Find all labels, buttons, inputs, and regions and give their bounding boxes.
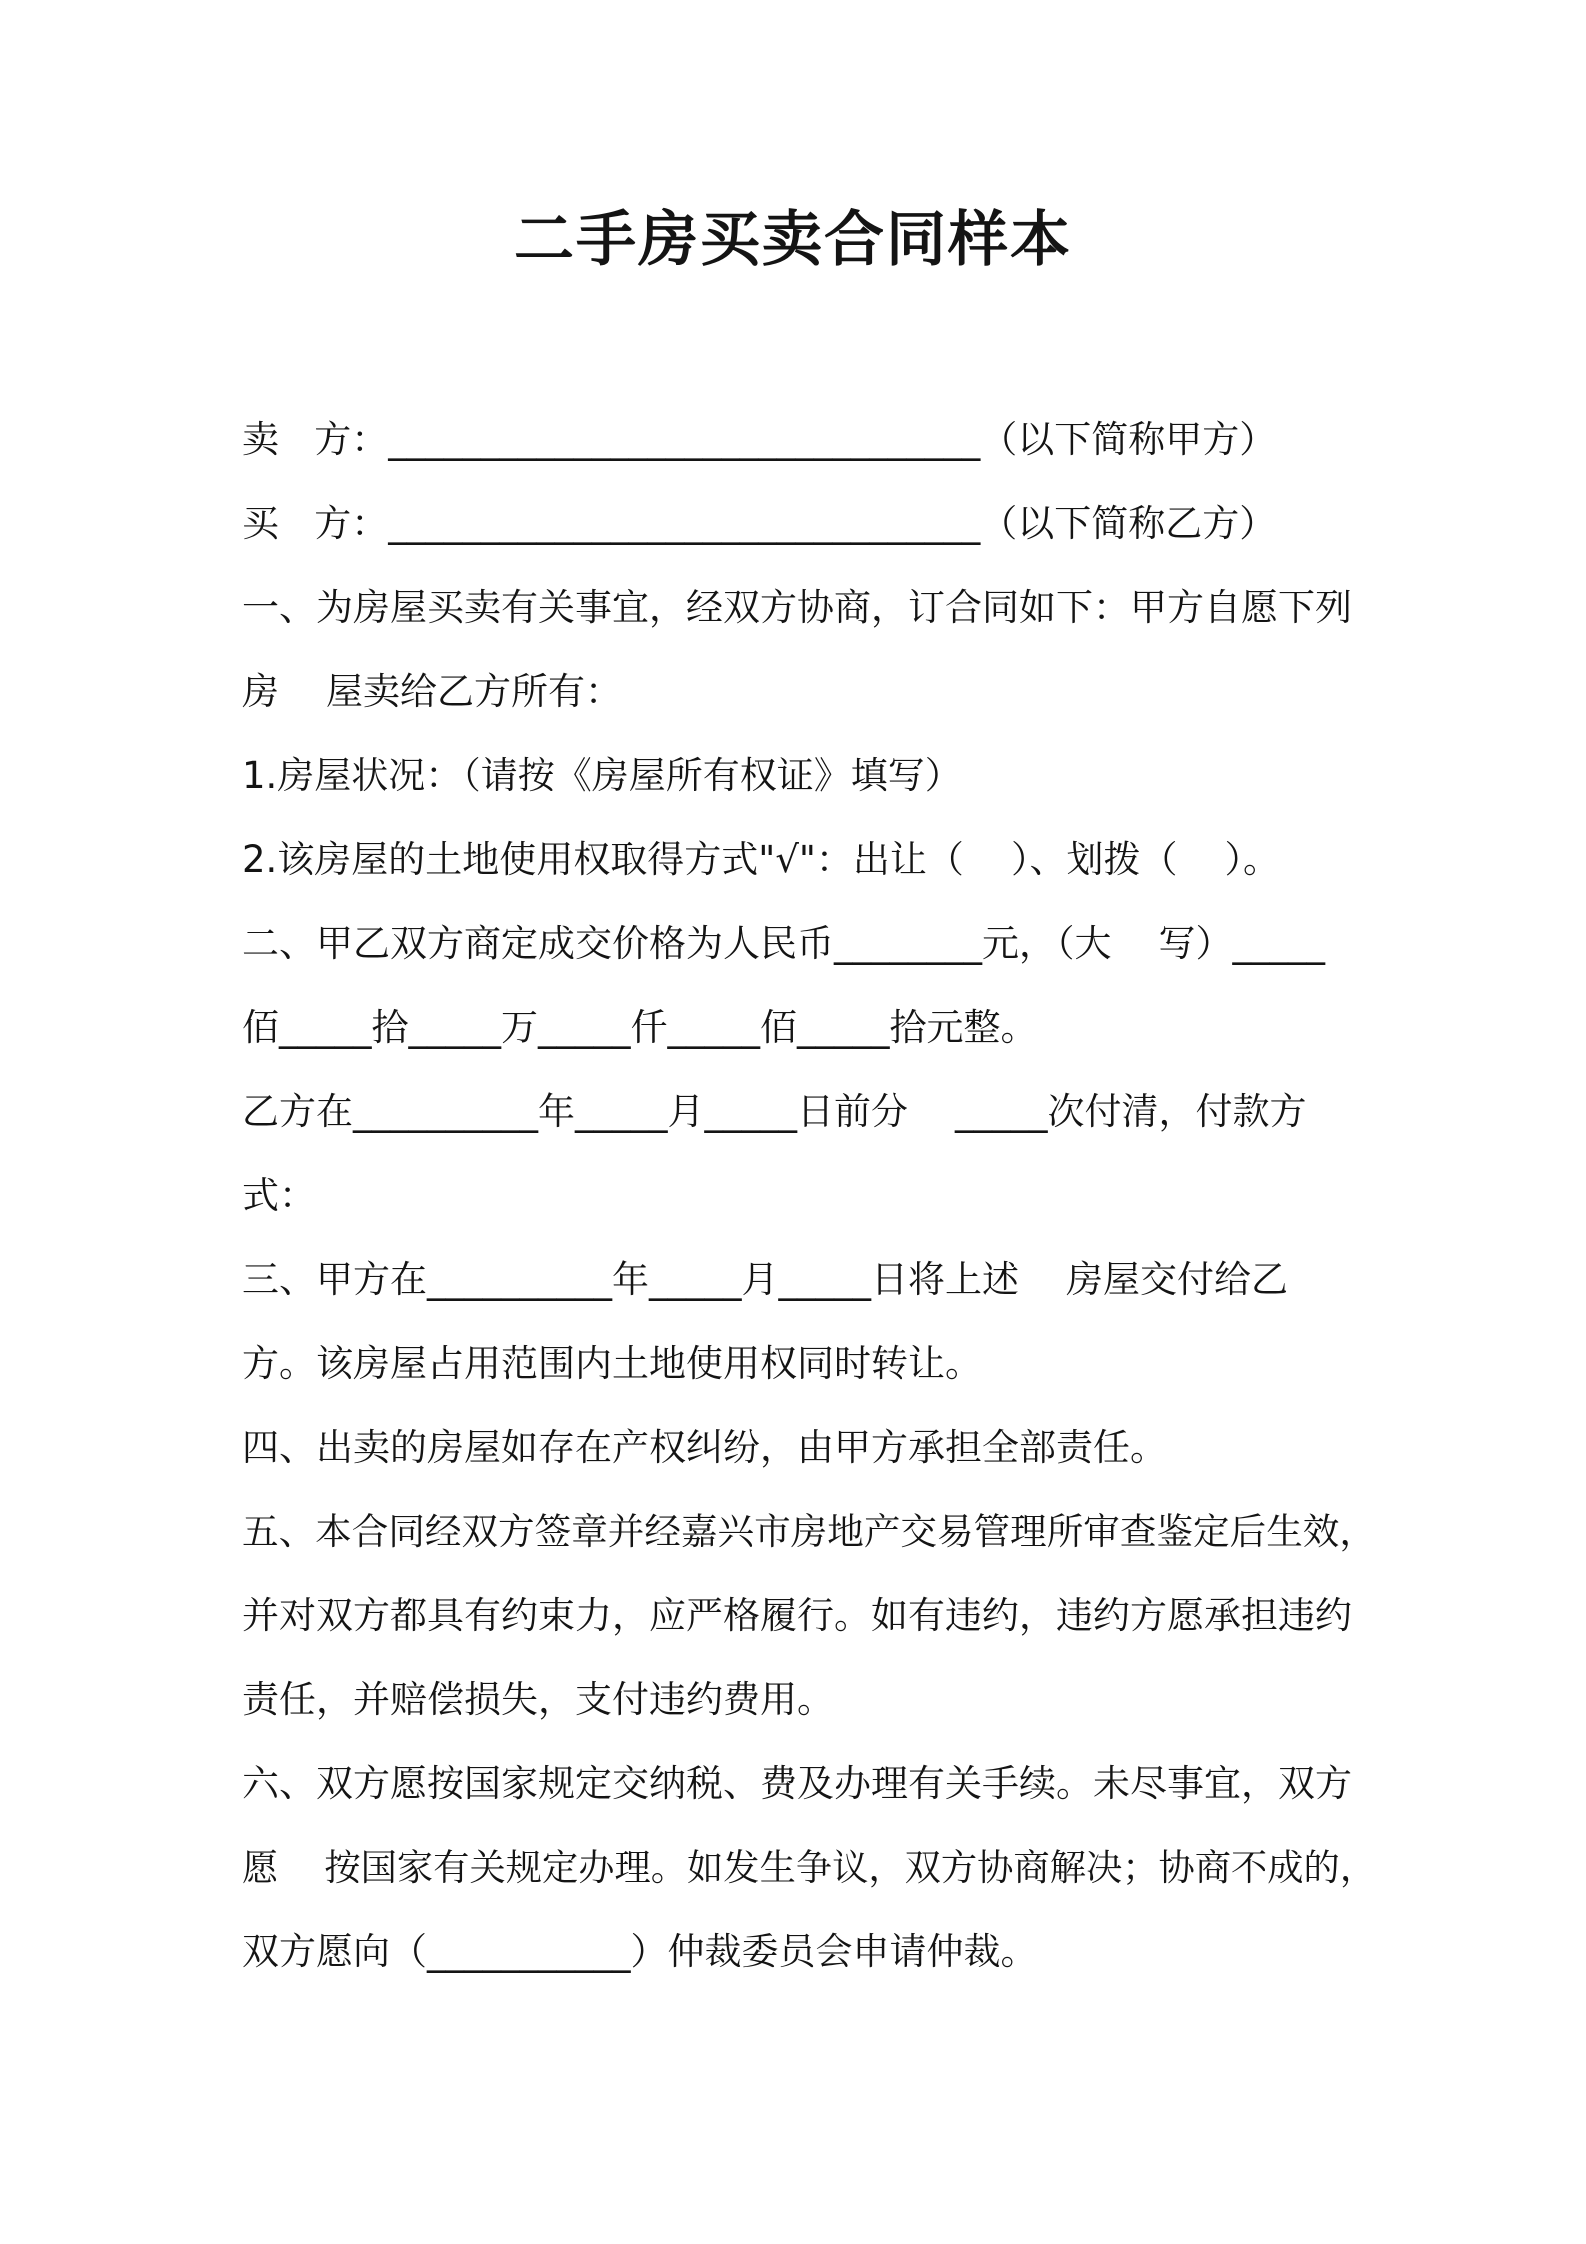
clause-6-line-3: 双方愿向（___________）仲裁委员会申请仲裁。 [242,1930,1038,1973]
payment-line-2: 式： [242,1174,316,1217]
land-use-line: 2.该房屋的土地使用权取得方式"√"：出让（ ）、划拨（ ）。 [242,838,1281,881]
buyer-line: 买 方：________________________________（以下简称乙方） [242,502,1277,545]
clause-1-line-2: 房 屋卖给乙方所有： [242,670,623,713]
clause-5-line-1: 五、本合同经双方签章并经嘉兴市房地产交易管理所审查鉴定后生效， [242,1510,1376,1553]
clause-6-line-2: 愿 按国家有关规定办理。如发生争议，双方协商解决；协商不成的， [242,1846,1377,1889]
clause-5-line-2: 并对双方都具有约束力，应严格履行。如有违约，违约方愿承担违约 [242,1594,1352,1637]
payment-line-1: 乙方在__________年_____月_____日前分 _____次付清，付款方 [242,1090,1307,1133]
document-title: 二手房买卖合同样本 [514,205,1072,275]
contract-body [242,398,1382,1994]
clause-2-line-2: 佰_____拾_____万_____仟_____佰_____拾元整。 [242,1006,1038,1049]
house-status-line: 1.房屋状况：（请按《房屋所有权证》填写） [242,754,962,797]
clause-5-line-3: 责任，并赔偿损失，支付违约费用。 [242,1678,834,1721]
clause-3-line-2: 方。该房屋占用范围内土地使用权同时转让。 [242,1342,982,1385]
seller-line: 卖 方：________________________________（以下简称甲方） [242,418,1277,461]
clause-6-line-1: 六、双方愿按国家规定交纳税、费及办理有关手续。未尽事宜，双方 [242,1762,1352,1805]
clause-3-line-1: 三、甲方在__________年_____月_____日将上述 房屋交付给乙 [242,1258,1289,1301]
clause-2-line-1: 二、甲乙双方商定成交价格为人民币________元，（大 写）_____ [242,922,1326,965]
clause-1-line-1: 一、为房屋买卖有关事宜，经双方协商，订合同如下：甲方自愿下列 [242,586,1352,629]
clause-4-line: 四、出卖的房屋如存在产权纠纷，由甲方承担全部责任。 [242,1426,1167,1469]
